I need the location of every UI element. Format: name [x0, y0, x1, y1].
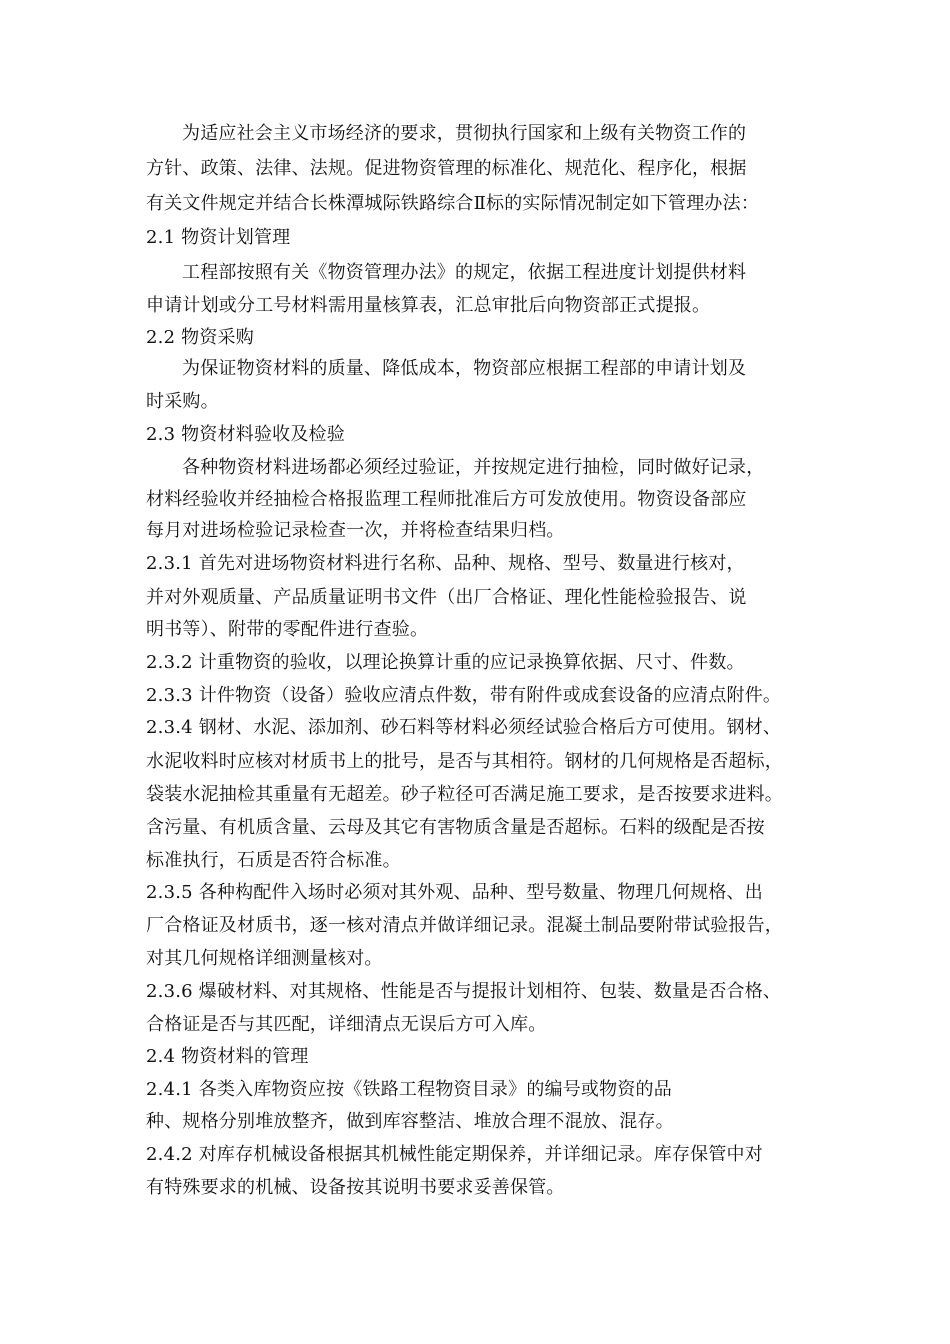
item-2-3-1-line-1: 2.3.1 首先对进场物资材料进行名称、品种、规格、型号、数量进行核对， — [146, 553, 745, 574]
item-2-4-1-line-1: 2.4.1 各类入库物资应按《铁路工程物资目录》的编号或物资的品 — [146, 1079, 672, 1100]
item-2-3-5-line-3: 对其几何规格详细测量核对。 — [146, 948, 383, 969]
section-2-3-line-2: 材料经验收并经抽检合格报监理工程师批准后方可发放使用。物资设备部应 — [146, 489, 747, 510]
section-2-2-heading: 2.2 物资采购 — [146, 327, 254, 348]
section-2-3-heading: 2.3 物资材料验收及检验 — [146, 424, 345, 445]
item-2-3-3: 2.3.3 计件物资（设备）验收应清点件数，带有附件或成套设备的应清点附件。 — [146, 685, 782, 706]
intro-line-2: 方针、政策、法律、法规。促进物资管理的标准化、规范化、程序化，根据 — [146, 158, 747, 179]
section-2-1-heading: 2.1 物资计划管理 — [146, 227, 291, 248]
section-2-3-line-1: 各种物资材料进场都必须经过验证，并按规定进行抽检，同时做好记录， — [182, 457, 765, 478]
intro-line-1: 为适应社会主义市场经济的要求，贯彻执行国家和上级有关物资工作的 — [182, 123, 747, 144]
section-2-2-line-2: 时采购。 — [146, 391, 219, 412]
section-2-1-line-1: 工程部按照有关《物资管理办法》的规定，依据工程进度计划提供材料 — [182, 262, 747, 283]
item-2-3-6-line-1: 2.3.6 爆破材料、对其规格、性能是否与提报计划相符、包装、数量是否合格、 — [146, 981, 782, 1002]
intro-line-3: 有关文件规定并结合长株潭城际铁路综合Ⅱ标的实际情况制定如下管理办法： — [146, 193, 760, 214]
item-2-3-4-line-2: 水泥收料时应核对材质书上的批号，是否与其相符。钢材的几何规格是否超标， — [146, 751, 783, 772]
item-2-3-4-line-4: 含污量、有机质含量、云母及其它有害物质含量是否超标。石料的级配是否按 — [146, 817, 765, 838]
item-2-4-2-line-2: 有特殊要求的机械、设备按其说明书要求妥善保管。 — [146, 1177, 565, 1198]
item-2-3-2: 2.3.2 计重物资的验收，以理论换算计重的应记录换算依据、尺寸、件数。 — [146, 652, 745, 673]
item-2-3-6-line-2: 合格证是否与其匹配，详细清点无误后方可入库。 — [146, 1014, 547, 1035]
section-2-1-line-2: 申请计划或分工号材料需用量核算表，汇总审批后向物资部正式提报。 — [146, 295, 711, 316]
item-2-4-1-line-2: 种、规格分别堆放整齐，做到库容整洁、堆放合理不混放、混存。 — [146, 1111, 674, 1132]
item-2-3-5-line-1: 2.3.5 各种构配件入场时必须对其外观、品种、型号数量、物理几何规格、出 — [146, 882, 763, 903]
item-2-3-1-line-2: 并对外观质量、产品质量证明书文件（出厂合格证、理化性能检验报告、说 — [146, 587, 747, 608]
item-2-4-2-line-1: 2.4.2 对库存机械设备根据其机械性能定期保养，并详细记录。库存保管中对 — [146, 1144, 763, 1165]
item-2-3-5-line-2: 厂合格证及材质书，逐一核对清点并做详细记录。混凝土制品要附带试验报告， — [146, 915, 783, 936]
item-2-3-4-line-3: 袋装水泥抽检其重量有无超差。砂子粒径可否满足施工要求，是否按要求进料。 — [146, 784, 783, 805]
item-2-3-4-line-5: 标准执行，石质是否符合标准。 — [146, 850, 401, 871]
item-2-3-4-line-1: 2.3.4 钢材、水泥、添加剂、砂石料等材料必须经试验合格后方可使用。钢材、 — [146, 717, 782, 738]
section-2-4-heading: 2.4 物资材料的管理 — [146, 1046, 309, 1067]
item-2-3-1-line-3: 明书等）、附带的零配件进行查验。 — [146, 619, 429, 640]
section-2-2-line-1: 为保证物资材料的质量、降低成本，物资部应根据工程部的申请计划及 — [182, 358, 747, 379]
section-2-3-line-3: 每月对进场检验记录检查一次，并将检查结果归档。 — [146, 520, 565, 541]
